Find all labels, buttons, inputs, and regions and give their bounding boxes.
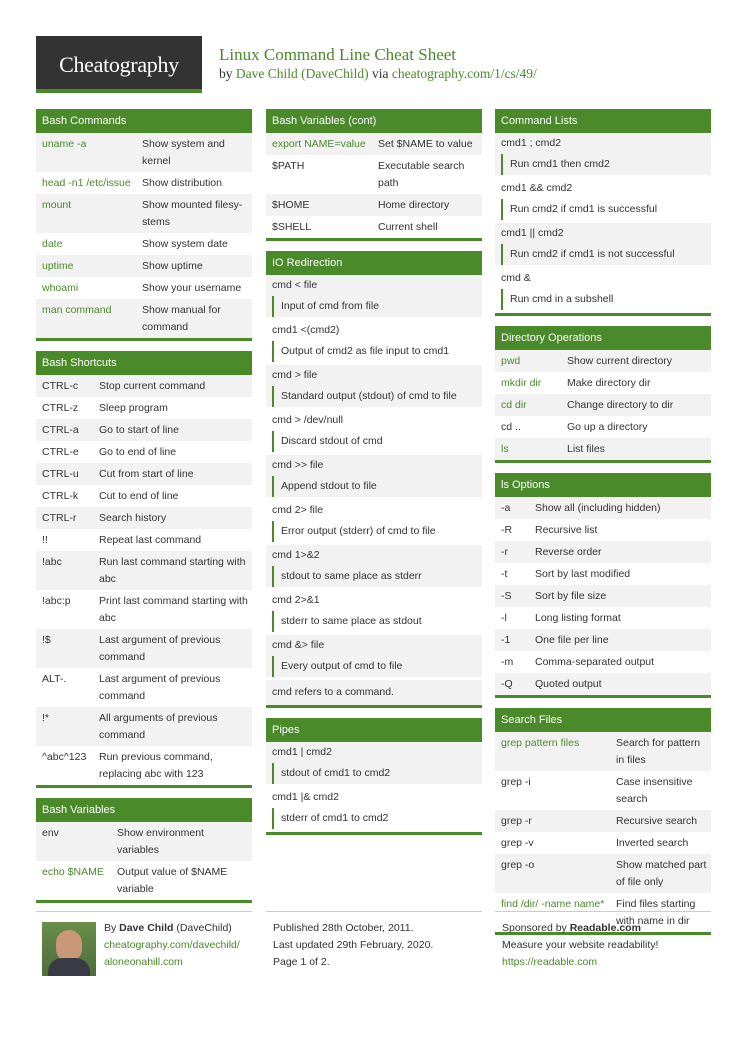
description: stdout to same place as stderr <box>272 566 482 587</box>
description-cell: Sort by file size <box>535 590 607 602</box>
description-cell: Last argument of previous command <box>99 634 221 663</box>
published-date: Published 28th October, 2011. <box>273 922 414 934</box>
sponsor-tagline: Measure your website readability! <box>502 939 659 951</box>
description-cell: Set $NAME to value <box>378 138 473 150</box>
description-cell: Show current directory <box>567 355 673 367</box>
list-item <box>495 268 711 310</box>
description-cell: Recursive list <box>535 524 598 536</box>
command-cell: grep -i <box>501 776 531 788</box>
description-cell: Find files starting with name in dir <box>616 898 696 927</box>
box-body <box>495 133 711 316</box>
description-cell: Recursive search <box>616 815 698 827</box>
description-cell: Go to end of line <box>99 446 177 458</box>
sponsor-prefix: Sponsored by <box>502 922 570 934</box>
description: Every output of cmd to file <box>272 656 482 677</box>
table-row <box>495 563 711 585</box>
command: cmd &> file <box>272 639 325 651</box>
table-row <box>36 551 252 590</box>
shortcut-cell: !* <box>42 712 50 724</box>
shortcut-cell: CTRL-k <box>42 490 79 502</box>
list-item <box>495 133 711 175</box>
author-site-link[interactable]: aloneonahill.com <box>104 956 183 968</box>
description-cell: Sort by last modified <box>535 568 631 580</box>
command: cmd 2>&1 <box>272 594 320 606</box>
description: Standard output (stdout) of cmd to file <box>272 386 482 407</box>
description-cell: Show system date <box>142 238 228 250</box>
option-cell: -l <box>501 612 507 624</box>
description-cell: Stop current command <box>99 380 206 392</box>
description-cell: Executable search path <box>378 160 465 189</box>
description: stdout of cmd1 to cmd2 <box>272 763 482 784</box>
table-row <box>36 668 252 707</box>
table-row <box>36 707 252 746</box>
command-cell: cd dir <box>501 399 527 411</box>
author-link[interactable]: Dave Child (DaveChild) <box>235 66 369 81</box>
table-row <box>36 375 252 397</box>
description-cell: Repeat last command <box>99 534 202 546</box>
description-cell: Show uptime <box>142 260 203 272</box>
table-row <box>36 255 252 277</box>
description: Discard stdout of cmd <box>272 431 482 452</box>
table-row <box>495 438 711 460</box>
description-cell: Show manual for command <box>142 304 221 333</box>
command: cmd 1>&2 <box>272 549 320 561</box>
avatar-body <box>48 958 90 976</box>
variable-cell: export NAME=value <box>272 138 366 150</box>
variable-cell: env <box>42 827 59 839</box>
description-cell: Go to start of line <box>99 424 179 436</box>
byline <box>219 66 537 82</box>
sponsor-line <box>502 920 711 937</box>
command: cmd1 ; cmd2 <box>501 137 562 149</box>
list-item <box>266 787 482 829</box>
author-footer <box>36 911 252 977</box>
command-cell: grep -v <box>501 837 534 849</box>
box-title: Bash Variables <box>36 798 252 822</box>
box-body <box>495 732 711 935</box>
table-row <box>36 397 252 419</box>
shortcut-cell: CTRL-z <box>42 402 79 414</box>
command-cell: cd .. <box>501 421 521 433</box>
table-row <box>36 529 252 551</box>
box-body <box>266 275 482 708</box>
description: Append stdout to file <box>272 476 482 497</box>
table-row <box>36 441 252 463</box>
shortcut-cell: CTRL-c <box>42 380 79 392</box>
table-row <box>495 519 711 541</box>
description: stderr of cmd1 to cmd2 <box>272 808 482 829</box>
variable-cell: $SHELL <box>272 221 312 233</box>
table-row <box>495 673 711 695</box>
table-row <box>495 607 711 629</box>
sponsor-footer <box>495 911 711 977</box>
table-row <box>266 133 482 155</box>
description-cell: Show environment variables <box>117 827 204 856</box>
option-cell: -r <box>501 546 508 558</box>
page-number: Page 1 of 2. <box>273 956 330 968</box>
box-body <box>266 742 482 835</box>
command-cell: find /dir/ -name name* <box>501 898 605 910</box>
description-cell: Make directory dir <box>567 377 651 389</box>
table-row <box>36 419 252 441</box>
command-cell: whoami <box>42 282 79 294</box>
list-item <box>266 635 482 677</box>
table-row <box>495 832 711 854</box>
cheatography-logo[interactable] <box>36 36 202 93</box>
table-row <box>36 277 252 299</box>
column-2 <box>266 109 482 845</box>
table-row <box>495 416 711 438</box>
option-cell: -m <box>501 656 514 668</box>
description: Output of cmd2 as file input to cmd1 <box>272 341 482 362</box>
table-row <box>36 590 252 629</box>
description-cell: One file per line <box>535 634 609 646</box>
shortcut-cell: CTRL-e <box>42 446 79 458</box>
command: cmd1 && cmd2 <box>501 182 573 194</box>
command-lists-box <box>495 109 711 316</box>
table-row <box>36 822 252 861</box>
table-row <box>495 651 711 673</box>
list-item <box>495 178 711 220</box>
box-title: Command Lists <box>495 109 711 133</box>
shortcut-cell: ^abc^123 <box>42 751 87 763</box>
option-cell: -R <box>501 524 513 536</box>
description-cell: Search history <box>99 512 167 524</box>
command-cell: grep -o <box>501 859 535 871</box>
list-item <box>266 545 482 587</box>
description-cell: Quoted output <box>535 678 602 690</box>
table-row <box>495 732 711 771</box>
description: Run cmd1 then cmd2 <box>501 154 711 175</box>
command: cmd1 |& cmd2 <box>272 791 339 803</box>
box-body <box>36 375 252 788</box>
shortcut-cell: CTRL-u <box>42 468 79 480</box>
list-item <box>495 223 711 265</box>
option-cell: -Q <box>501 678 513 690</box>
description: Input of cmd from file <box>272 296 482 317</box>
table-row <box>36 485 252 507</box>
by-label: By <box>104 922 120 934</box>
shortcut-cell: !! <box>42 534 48 546</box>
description-cell: Show distribution <box>142 177 222 189</box>
box-title: Search Files <box>495 708 711 732</box>
command: cmd > /dev/null <box>272 414 343 426</box>
table-row <box>36 194 252 233</box>
description-cell: List files <box>567 443 605 455</box>
column-3 <box>495 109 711 945</box>
list-item <box>266 455 482 497</box>
box-body <box>266 133 482 241</box>
shortcut-cell: CTRL-r <box>42 512 77 524</box>
command: cmd < file <box>272 279 318 291</box>
description-cell: Run previous command, replacing abc with 123 <box>99 751 213 780</box>
option-cell: -S <box>501 590 512 602</box>
description-cell: Run last command starting with abc <box>99 556 246 585</box>
shortcut-cell: ALT-. <box>42 673 67 685</box>
description-cell: Last argument of previous command <box>99 673 221 702</box>
description: Run cmd2 if cmd1 is not successful <box>501 244 711 265</box>
publish-footer <box>266 911 482 977</box>
shortcut-cell: !abc:p <box>42 595 71 607</box>
description: Error output (stderr) of cmd to file <box>272 521 482 542</box>
description-cell: Print last command starting with abc <box>99 595 248 624</box>
command-cell: ls <box>501 443 509 455</box>
description: Run cmd in a subshell <box>501 289 711 310</box>
description-cell: Home directory <box>378 199 450 211</box>
table-row <box>266 194 482 216</box>
table-row <box>495 394 711 416</box>
list-item <box>266 320 482 362</box>
command-cell: mount <box>42 199 72 211</box>
author-info <box>104 920 252 971</box>
description-cell: Show matched part of file only <box>616 859 707 888</box>
table-row <box>495 585 711 607</box>
list-item <box>266 500 482 542</box>
description: Run cmd2 if cmd1 is successful <box>501 199 711 220</box>
sheet-url-link[interactable]: cheatography.com/1/cs/49/ <box>391 66 537 81</box>
header <box>36 36 716 94</box>
command-cell: uname -a <box>42 138 87 150</box>
command: cmd & <box>501 272 531 284</box>
description-cell: All arguments of previous command <box>99 712 218 741</box>
table-row <box>495 350 711 372</box>
description-cell: Sleep program <box>99 402 168 414</box>
list-item <box>266 742 482 784</box>
sponsor-name: Readable.com <box>569 922 641 934</box>
box-body <box>495 350 711 463</box>
author-name: Dave Child <box>119 922 174 934</box>
shortcut-cell: CTRL-a <box>42 424 79 436</box>
ls-options-box <box>495 473 711 698</box>
description-cell: Show system and kernel <box>142 138 225 167</box>
bash-variables-cont-box <box>266 109 482 241</box>
updated-date: Last updated 29th February, 2020. <box>273 939 434 951</box>
list-item <box>266 275 482 317</box>
table-row <box>36 133 252 172</box>
variable-cell: echo $NAME <box>42 866 104 878</box>
box-title: Bash Commands <box>36 109 252 133</box>
command: cmd 2> file <box>272 504 324 516</box>
box-title: Bash Shortcuts <box>36 351 252 375</box>
author-line <box>104 920 252 937</box>
command-cell: pwd <box>501 355 521 367</box>
directory-operations-box <box>495 326 711 463</box>
logo-text: Cheatography <box>59 52 179 77</box>
option-cell: -1 <box>501 634 511 646</box>
byline-via: via <box>368 66 392 81</box>
command: cmd > file <box>272 369 318 381</box>
description-cell: Current shell <box>378 221 438 233</box>
command-cell: grep -r <box>501 815 532 827</box>
shortcut-cell: !$ <box>42 634 51 646</box>
table-row <box>36 746 252 785</box>
description-cell: Search for pattern in files <box>616 737 701 766</box>
variable-cell: $HOME <box>272 199 310 211</box>
box-title: ls Options <box>495 473 711 497</box>
box-title: IO Redirection <box>266 251 482 275</box>
description: stderr to same place as stdout <box>272 611 482 632</box>
description-cell: Show all (including hidden) <box>535 502 661 514</box>
description-cell: Reverse order <box>535 546 602 558</box>
byline-prefix: by <box>219 66 236 81</box>
column-1 <box>36 109 252 913</box>
command-cell: head -n1 /etc/issue <box>42 177 131 189</box>
bash-commands-box <box>36 109 252 341</box>
box-body <box>36 133 252 341</box>
table-row <box>36 861 252 900</box>
description-cell: Comma-separated output <box>535 656 655 668</box>
description-cell: Long listing format <box>535 612 621 624</box>
table-row <box>495 497 711 519</box>
table-row <box>36 629 252 668</box>
command: cmd1 || cmd2 <box>501 227 564 239</box>
command-cell: date <box>42 238 63 250</box>
command: cmd1 <(cmd2) <box>272 324 340 336</box>
description-cell: Show your username <box>142 282 242 294</box>
table-row <box>495 854 711 893</box>
table-row <box>495 810 711 832</box>
table-row <box>266 216 482 238</box>
page-title: Linux Command Line Cheat Sheet <box>219 45 457 64</box>
table-row <box>495 771 711 810</box>
table-row <box>495 629 711 651</box>
variable-cell: $PATH <box>272 160 305 172</box>
bash-shortcuts-box <box>36 351 252 788</box>
table-row <box>36 507 252 529</box>
description-cell: Cut to end of line <box>99 490 179 502</box>
table-row <box>36 463 252 485</box>
description-cell: Output value of $NAME variable <box>117 866 228 895</box>
pipes-box <box>266 718 482 835</box>
list-item <box>266 410 482 452</box>
author-avatar[interactable] <box>42 922 96 976</box>
command: cmd >> file <box>272 459 324 471</box>
box-body <box>495 497 711 698</box>
command-cell: uptime <box>42 260 74 272</box>
table-row <box>36 233 252 255</box>
command-cell: grep pattern files <box>501 737 580 749</box>
table-row <box>495 541 711 563</box>
list-item <box>266 590 482 632</box>
table-row <box>36 172 252 194</box>
io-redirection-box <box>266 251 482 708</box>
command-cell: man command <box>42 304 112 316</box>
description-cell: Go up a directory <box>567 421 648 433</box>
option-cell: -t <box>501 568 508 580</box>
description-cell: Show mounted filesystems <box>142 199 243 228</box>
author-profile-link[interactable]: cheatography.com/davechild/ <box>104 939 240 951</box>
box-body <box>36 822 252 903</box>
table-row <box>495 372 711 394</box>
description-cell: Change directory to dir <box>567 399 674 411</box>
footnote: cmd refers to a command. <box>266 680 482 705</box>
shortcut-cell: !abc <box>42 556 62 568</box>
box-title: Bash Variables (cont) <box>266 109 482 133</box>
search-files-box <box>495 708 711 935</box>
command: cmd1 | cmd2 <box>272 746 332 758</box>
description-cell: Cut from start of line <box>99 468 194 480</box>
list-item <box>266 365 482 407</box>
author-handle: (DaveChild) <box>173 922 232 934</box>
table-row <box>266 155 482 194</box>
sponsor-link[interactable]: https://readable.com <box>502 956 598 968</box>
description-cell: Case insensitive search <box>616 776 693 805</box>
command-cell: mkdir dir <box>501 377 542 389</box>
option-cell: -a <box>501 502 511 514</box>
box-title: Directory Operations <box>495 326 711 350</box>
box-title: Pipes <box>266 718 482 742</box>
bash-variables-box <box>36 798 252 903</box>
description-cell: Inverted search <box>616 837 689 849</box>
table-row <box>36 299 252 338</box>
